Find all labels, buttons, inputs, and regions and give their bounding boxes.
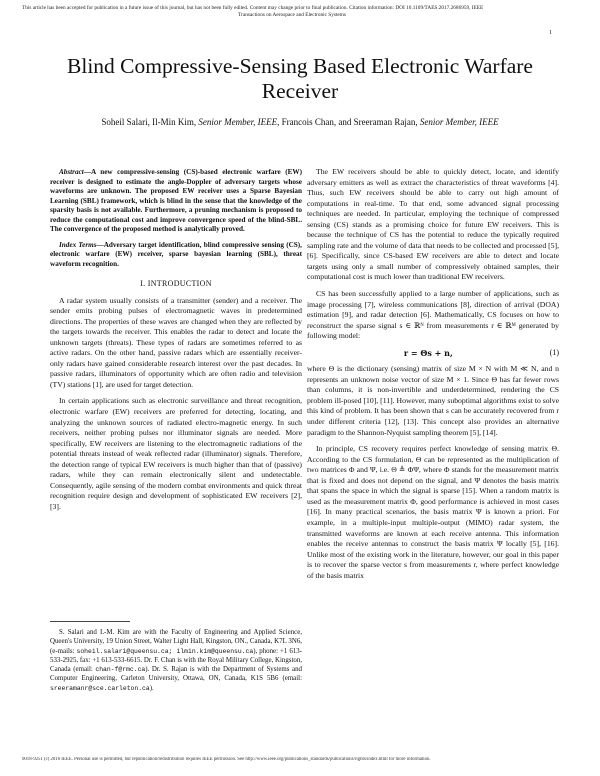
author-list	[30, 117, 570, 127]
footnote-text-1: S. Salari and I.-M. Kim are with the Faculty of Engineering and Applied Science, Queen's University, 19 Union Street, Walter Light Hall, Kingston, ON., Canada, K7L 3N6, (e-mails:	[50, 629, 302, 655]
right-column	[307, 167, 559, 581]
intro-paragraph-2: In certain applications such as electronic surveillance and threat recognition, electronic warfare (EW) receivers are preferred for detecting, locating, and analyzing the unknown sources of radiated electro-magnetic energy. In such receivers, neither probing pulses nor illuminator signals are needed. More specifically, EW receivers are listening to the electromagnetic radiations of the potential threats instead of weak reflected radar (illuminator) signals. Therefore, the detection range of typical EW receivers is much higher than that of (passive) radars, while they can remain electronically silent and undetectable. Consequently, agile sensing of the modern combat environments and quick threat recognition require design and development of sophisticated EW receivers [2], [3].	[50, 396, 302, 511]
left-column	[50, 168, 302, 512]
authors-part-1: Soheil Salari, Il-Min Kim,	[101, 117, 199, 127]
footnote-text-3: ). Dr. S. Rajan is with the Department of Systems and Computer Engineering, Carleton University, Ottawa, ON, Canada, K1S 5B6 (email:	[50, 666, 303, 683]
index-terms-text: —Adversary target identification, blind compressive sensing (CS), electronic warfare (EW) receiver, sparse bayesian learning (SBL), threat waveform recognition.	[50, 240, 302, 268]
paper-title: Blind Compressive-Sensing Based Electronic Warfare Receiver	[67, 54, 533, 103]
right-paragraph-3: where Θ is the dictionary (sensing) matrix of size M × N with M ≪ N, and n represents an unknown noise vector of size M × 1. Since Θ has far fewer rows than columns, it is non-invertible and underdetermined, rendering the CS problem ill-posed [10], [11]. However, many suboptimal algorithms exist to solve this kind of problem. It has been shown that s can be accurately recovered from r under different criteria [12], [13]. This concept also provides an alternative paradigm to the Shannon-Nyquist sampling theorem [5], [14].	[307, 364, 559, 437]
right-paragraph-2: CS has been successfully applied to a large number of applications, such as image processing [7], wireless communications [8], direction of arrival (DOA) estimation [9], and radar detection [6]. Mathematically, CS focuses on how to reconstruct the sparse signal s ∈ ℝᴺ from measurements r ∈ ℝᴹ generated by following model:	[307, 289, 559, 341]
header-journal: Transactions on Aerospace and Electronic Systems	[238, 12, 346, 18]
email-salari-kim[interactable]: soheil.salari@queensu.ca; ilmin.kim@queensu.ca	[76, 647, 254, 655]
section-heading-introduction: I. INTRODUCTION	[140, 279, 212, 288]
abstract-text: —A new compressive-sensing (CS)-based electronic warfare (EW) receiver is designed to estimate the angle-Doppler of adversary targets whose waveforms are unknown. The proposed EW receiver uses a Sparse Bayesian Learning (SBL) framework, which is blind in the sense that the knowledge of the sparsity basis is not available. Furthermore, a pruning mechanism is proposed to reduce the computational cost and improve convergence speed of the blind-SBL. The convergence of the proposed method is analytically proved.	[50, 168, 302, 233]
authors-part-2: , Francois Chan, and Sreeraman Rajan,	[277, 117, 420, 127]
abstract-label: Abstract	[59, 168, 84, 176]
footnote-text-2: ), phone: +1 613-533-2925, fax: +1 613-533-6615. Dr. F. Chan is with the Royal Military College, Kingston, Canada (email:	[50, 647, 302, 674]
author-role-2: Senior Member, IEEE	[419, 117, 499, 127]
author-role-1: Senior Member, IEEE	[198, 117, 278, 127]
equation-number: (1)	[549, 347, 559, 357]
footnote-paragraph	[50, 628, 302, 693]
abstract	[50, 168, 302, 235]
equation-1	[307, 348, 559, 359]
email-rajan[interactable]: sreeramanr@sce.carleton.ca	[50, 684, 150, 692]
page-number: 1	[549, 30, 552, 36]
equation-body: r = Θs + n,	[403, 347, 453, 358]
header-citation: This article has been accepted for publication in a future issue of this journal, but has not been fully edited. Content may change prior to final publication. Citation information: DOI 10.1109/TAES.2017.2686959, IEEE	[22, 5, 484, 11]
index-terms-label: Index Terms	[59, 240, 97, 249]
author-footnote	[50, 628, 302, 693]
journal-header	[22, 5, 562, 19]
right-paragraph-4: In principle, CS recovery requires perfect knowledge of sensing matrix Θ. According to the CS formulation, Θ can be represented as the multiplication of two matrices Φ and Ψ, i.e. Θ ≜ ΦΨ, where Φ stands for the measurement matrix that is fixed and does not depend on the signal, and Ψ denotes the basis matrix that spans the space in which the signal is sparse [15]. When a random matrix is used as the measurement matrix Φ, good performance is achieved in most cases [16]. In many practical scenarios, the basis matrix Ψ is known a priori. For example, in a multiple-input multiple-output (MIMO) radar system, the transmitted waveforms are known at each receive antenna. This information enables the receive antennas to construct the basis matrix Ψ locally [5], [16]. Unlike most of the existing work in the literature, however, our goal in this paper is to recover the sparse vector s from measurements r, where perfect knowledge of the basis matrix	[307, 444, 559, 580]
intro-paragraph-1: A radar system usually consists of a transmitter (sender) and a receiver. The sender emits probing pulses of electromagnetic waves in predetermined directions. The properties of these waves are changed when they are reflected by the targets towards the receiver. This enables the radar to detect and locate the unknown targets (threats). These types of radars are sometimes referred to as active radars. On the other hand, passive radars which are essentially receiver-only radars have gained considerable research interest over the past decades. In passive radars, illuminators of opportunity which are often radio and television (TV) stations [1], are used for target detection.	[50, 295, 302, 389]
copyright-footer: 0018-9251 (c) 2016 IEEE. Personal use is permitted, but republication/redistribution requires IEEE permission. See http://www.ieee.org/publications_standards/publications/rights/index.html for more information.	[22, 757, 431, 762]
index-terms	[50, 241, 302, 270]
right-paragraph-1: The EW receivers should be able to quickly detect, locate, and identify adversary emitters as well as extract the characteristics of threat waveforms [4]. Thus, such EW receivers should be able to carry out high amount of computations in real-time. To that end, some advanced signal processing techniques are needed. In particular, employing the technique of compressed sensing (CS) stands as a promising choice for future EW receivers. This is because the technique of CS has the potential to reduce the typically required sampling rate and the volume of data that needs to be collected and processed [5], [6]. Specifically, since CS-based EW receivers are able to detect and locate targets using only a small number of compressively obtained samples, their computational cost is much lower than traditional EW receivers.	[307, 167, 559, 282]
footnote-text-4: ).	[149, 684, 154, 692]
email-chan[interactable]: chan-f@rmc.ca	[95, 666, 146, 674]
footnote-rule	[50, 621, 130, 622]
